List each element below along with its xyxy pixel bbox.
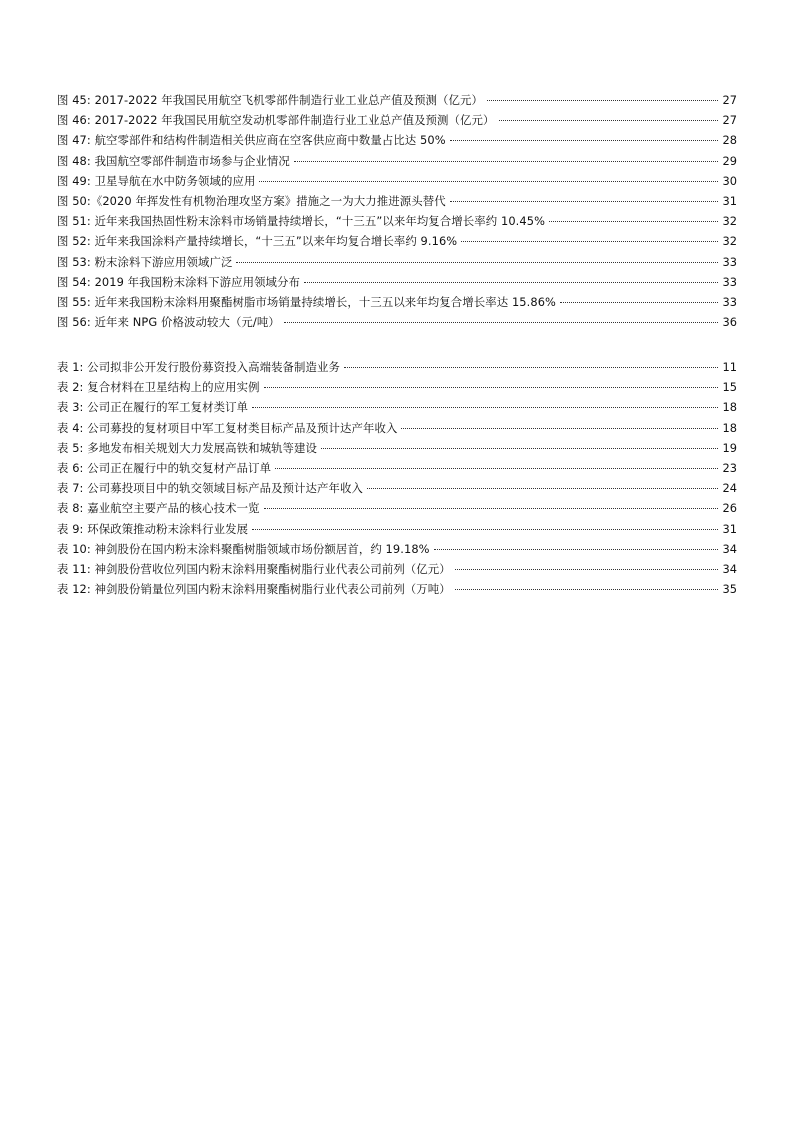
- toc-link[interactable]: [57, 579, 737, 599]
- dot-leader: [401, 428, 718, 429]
- dot-leader: [294, 161, 718, 162]
- toc-page-number: 33: [722, 254, 737, 269]
- toc-entry[interactable]: [57, 418, 737, 438]
- toc-link[interactable]: [57, 211, 737, 231]
- toc-entry-label: 表 3: 公司正在履行的军工复材类订单: [57, 400, 249, 415]
- toc-entry[interactable]: [57, 252, 737, 272]
- toc-entry-label: 图 49: 卫星导航在水中防务领域的应用: [57, 173, 256, 188]
- toc-entry[interactable]: [57, 579, 737, 599]
- toc-link[interactable]: [57, 559, 737, 579]
- toc-entry[interactable]: [57, 231, 737, 251]
- toc-page-number: 34: [722, 561, 737, 576]
- toc-entry[interactable]: [57, 458, 737, 478]
- toc-entry[interactable]: [57, 357, 737, 377]
- toc-link[interactable]: [57, 130, 737, 150]
- toc-entry[interactable]: [57, 292, 737, 312]
- toc-entry-label: 图 45: 2017-2022 年我国民用航空飞机零部件制造行业工业总产值及预测（亿元）: [57, 93, 484, 107]
- toc-link[interactable]: [57, 90, 737, 110]
- toc-page-number: 18: [722, 400, 737, 415]
- dot-leader: [259, 181, 718, 182]
- dot-leader: [549, 221, 718, 222]
- toc-entry-label: 图 47: 航空零部件和结构件制造相关供应商在空客供应商中数量占比达 50%: [57, 133, 446, 148]
- dot-leader: [252, 407, 718, 408]
- dot-leader: [455, 589, 718, 590]
- toc-page-number: 32: [722, 234, 737, 249]
- toc-page-number: 23: [722, 460, 737, 475]
- toc-entry[interactable]: [57, 191, 737, 211]
- toc-link[interactable]: [57, 418, 737, 438]
- toc-entry[interactable]: [57, 171, 737, 191]
- toc-link[interactable]: [57, 110, 737, 130]
- toc-page-number: 32: [722, 214, 737, 229]
- toc-entry-label: 表 9: 环保政策推动粉末涂料行业发展: [57, 521, 249, 536]
- dot-leader: [321, 448, 718, 449]
- toc-page-number: 27: [722, 93, 737, 107]
- toc-page-number: 30: [722, 173, 737, 188]
- toc-link[interactable]: [57, 438, 737, 458]
- toc-entry-label: 表 10: 神剑股份在国内粉末涂料聚酯树脂领域市场份额居首，约 19.18%: [57, 541, 430, 556]
- toc-page-number: 36: [722, 315, 737, 330]
- toc-page-number: 31: [722, 521, 737, 536]
- dot-leader: [487, 100, 718, 101]
- toc-link[interactable]: [57, 272, 737, 292]
- toc-entry-label: 图 54: 2019 年我国粉末涂料下游应用领域分布: [57, 274, 301, 289]
- toc-link[interactable]: [57, 498, 737, 518]
- toc-page-number: 26: [722, 501, 737, 516]
- toc-entry-label: 图 50:《2020 年挥发性有机物治理攻坚方案》措施之一为大力推进源头替代: [57, 193, 446, 208]
- toc-entry-label: 表 12: 神剑股份销量位列国内粉末涂料用聚酯树脂行业代表公司前列（万吨）: [57, 582, 451, 597]
- dot-leader: [264, 508, 718, 509]
- toc-page-number: 34: [722, 541, 737, 556]
- toc-page-number: 35: [722, 582, 737, 597]
- toc-entry[interactable]: [57, 151, 737, 171]
- toc-entry[interactable]: [57, 519, 737, 539]
- toc-entry[interactable]: [57, 110, 737, 130]
- toc-entry[interactable]: [57, 272, 737, 292]
- toc-entry[interactable]: [57, 90, 737, 110]
- toc-page-number: 33: [722, 274, 737, 289]
- toc-entry-label: 表 7: 公司募投项目中的轨交领域目标产品及预计达产年收入: [57, 481, 363, 496]
- toc-page-number: 24: [722, 481, 737, 496]
- toc-entry-label: 表 1: 公司拟非公开发行股份募资投入高端装备制造业务: [57, 360, 341, 374]
- toc-entry[interactable]: [57, 478, 737, 498]
- toc-entry-label: 表 8: 嘉业航空主要产品的核心技术一览: [57, 501, 260, 516]
- toc-entry[interactable]: [57, 130, 737, 150]
- toc-page-number: 27: [722, 113, 737, 128]
- toc-entry[interactable]: [57, 312, 737, 332]
- dot-leader: [450, 140, 718, 141]
- toc-entry-label: 图 51: 近年来我国热固性粉末涂料市场销量持续增长，“十三五”以来年均复合增长率约 10.45%: [57, 214, 546, 229]
- toc-link[interactable]: [57, 357, 737, 377]
- dot-leader: [367, 488, 718, 489]
- dot-leader: [434, 549, 718, 550]
- dot-leader: [455, 569, 718, 570]
- toc-entry[interactable]: [57, 377, 737, 397]
- toc-link[interactable]: [57, 171, 737, 191]
- toc-link[interactable]: [57, 292, 737, 312]
- dot-leader: [275, 468, 718, 469]
- toc-page-number: 31: [722, 193, 737, 208]
- dot-leader: [344, 367, 718, 368]
- dot-leader: [252, 529, 718, 530]
- dot-leader: [264, 387, 718, 388]
- toc-link[interactable]: [57, 231, 737, 251]
- toc-link[interactable]: [57, 252, 737, 272]
- toc-entry-label: 表 2: 复合材料在卫星结构上的应用实例: [57, 380, 260, 395]
- toc-page-number: 18: [722, 420, 737, 435]
- toc-entry[interactable]: [57, 539, 737, 559]
- toc-link[interactable]: [57, 191, 737, 211]
- toc-link[interactable]: [57, 519, 737, 539]
- toc-link[interactable]: [57, 377, 737, 397]
- toc-page-number: 11: [722, 360, 737, 374]
- toc-entry-label: 表 11: 神剑股份营收位列国内粉末涂料用聚酯树脂行业代表公司前列（亿元）: [57, 561, 451, 576]
- toc-entry[interactable]: [57, 498, 737, 518]
- toc-entry-label: 图 48: 我国航空零部件制造市场参与企业情况: [57, 153, 290, 168]
- toc-page-number: 33: [722, 294, 737, 309]
- toc-link[interactable]: [57, 312, 737, 332]
- toc-page-number: 15: [722, 380, 737, 395]
- toc-entry[interactable]: [57, 397, 737, 417]
- toc-link[interactable]: [57, 458, 737, 478]
- tables-toc: [57, 357, 737, 599]
- figures-toc: [57, 90, 737, 332]
- toc-link[interactable]: [57, 397, 737, 417]
- toc-link[interactable]: [57, 478, 737, 498]
- toc-entry-label: 图 46: 2017-2022 年我国民用航空发动机零部件制造行业工业总产值及预测（亿元）: [57, 113, 495, 128]
- toc-entry-label: 图 55: 近年来我国粉末涂料用聚酯树脂市场销量持续增长，十三五以来年均复合增长率达 15.86%: [57, 294, 556, 309]
- dot-leader: [450, 201, 718, 202]
- dot-leader: [461, 241, 718, 242]
- toc-page-number: 19: [722, 440, 737, 455]
- dot-leader: [236, 262, 718, 263]
- toc-entry-label: 图 53: 粉末涂料下游应用领域广泛: [57, 254, 233, 269]
- toc-entry-label: 表 5: 多地发布相关规划大力发展高铁和城轨等建设: [57, 440, 318, 455]
- toc-entry-label: 图 56: 近年来 NPG 价格波动较大（元/吨）: [57, 315, 280, 330]
- toc-entry[interactable]: [57, 438, 737, 458]
- toc-entry[interactable]: [57, 559, 737, 579]
- dot-leader: [304, 282, 718, 283]
- toc-entry-label: 表 6: 公司正在履行中的轨交复材产品订单: [57, 460, 272, 475]
- dot-leader: [560, 302, 718, 303]
- toc-link[interactable]: [57, 151, 737, 171]
- toc-entry[interactable]: [57, 211, 737, 231]
- toc-link[interactable]: [57, 539, 737, 559]
- toc-page-number: 28: [722, 133, 737, 148]
- toc-entry-label: 图 52: 近年来我国涂料产量持续增长，“十三五”以来年均复合增长率约 9.16%: [57, 234, 458, 249]
- toc-page-number: 29: [722, 153, 737, 168]
- dot-leader: [499, 120, 718, 121]
- toc-entry-label: 表 4: 公司募投的复材项目中军工复材类目标产品及预计达产年收入: [57, 420, 398, 435]
- dot-leader: [284, 322, 718, 323]
